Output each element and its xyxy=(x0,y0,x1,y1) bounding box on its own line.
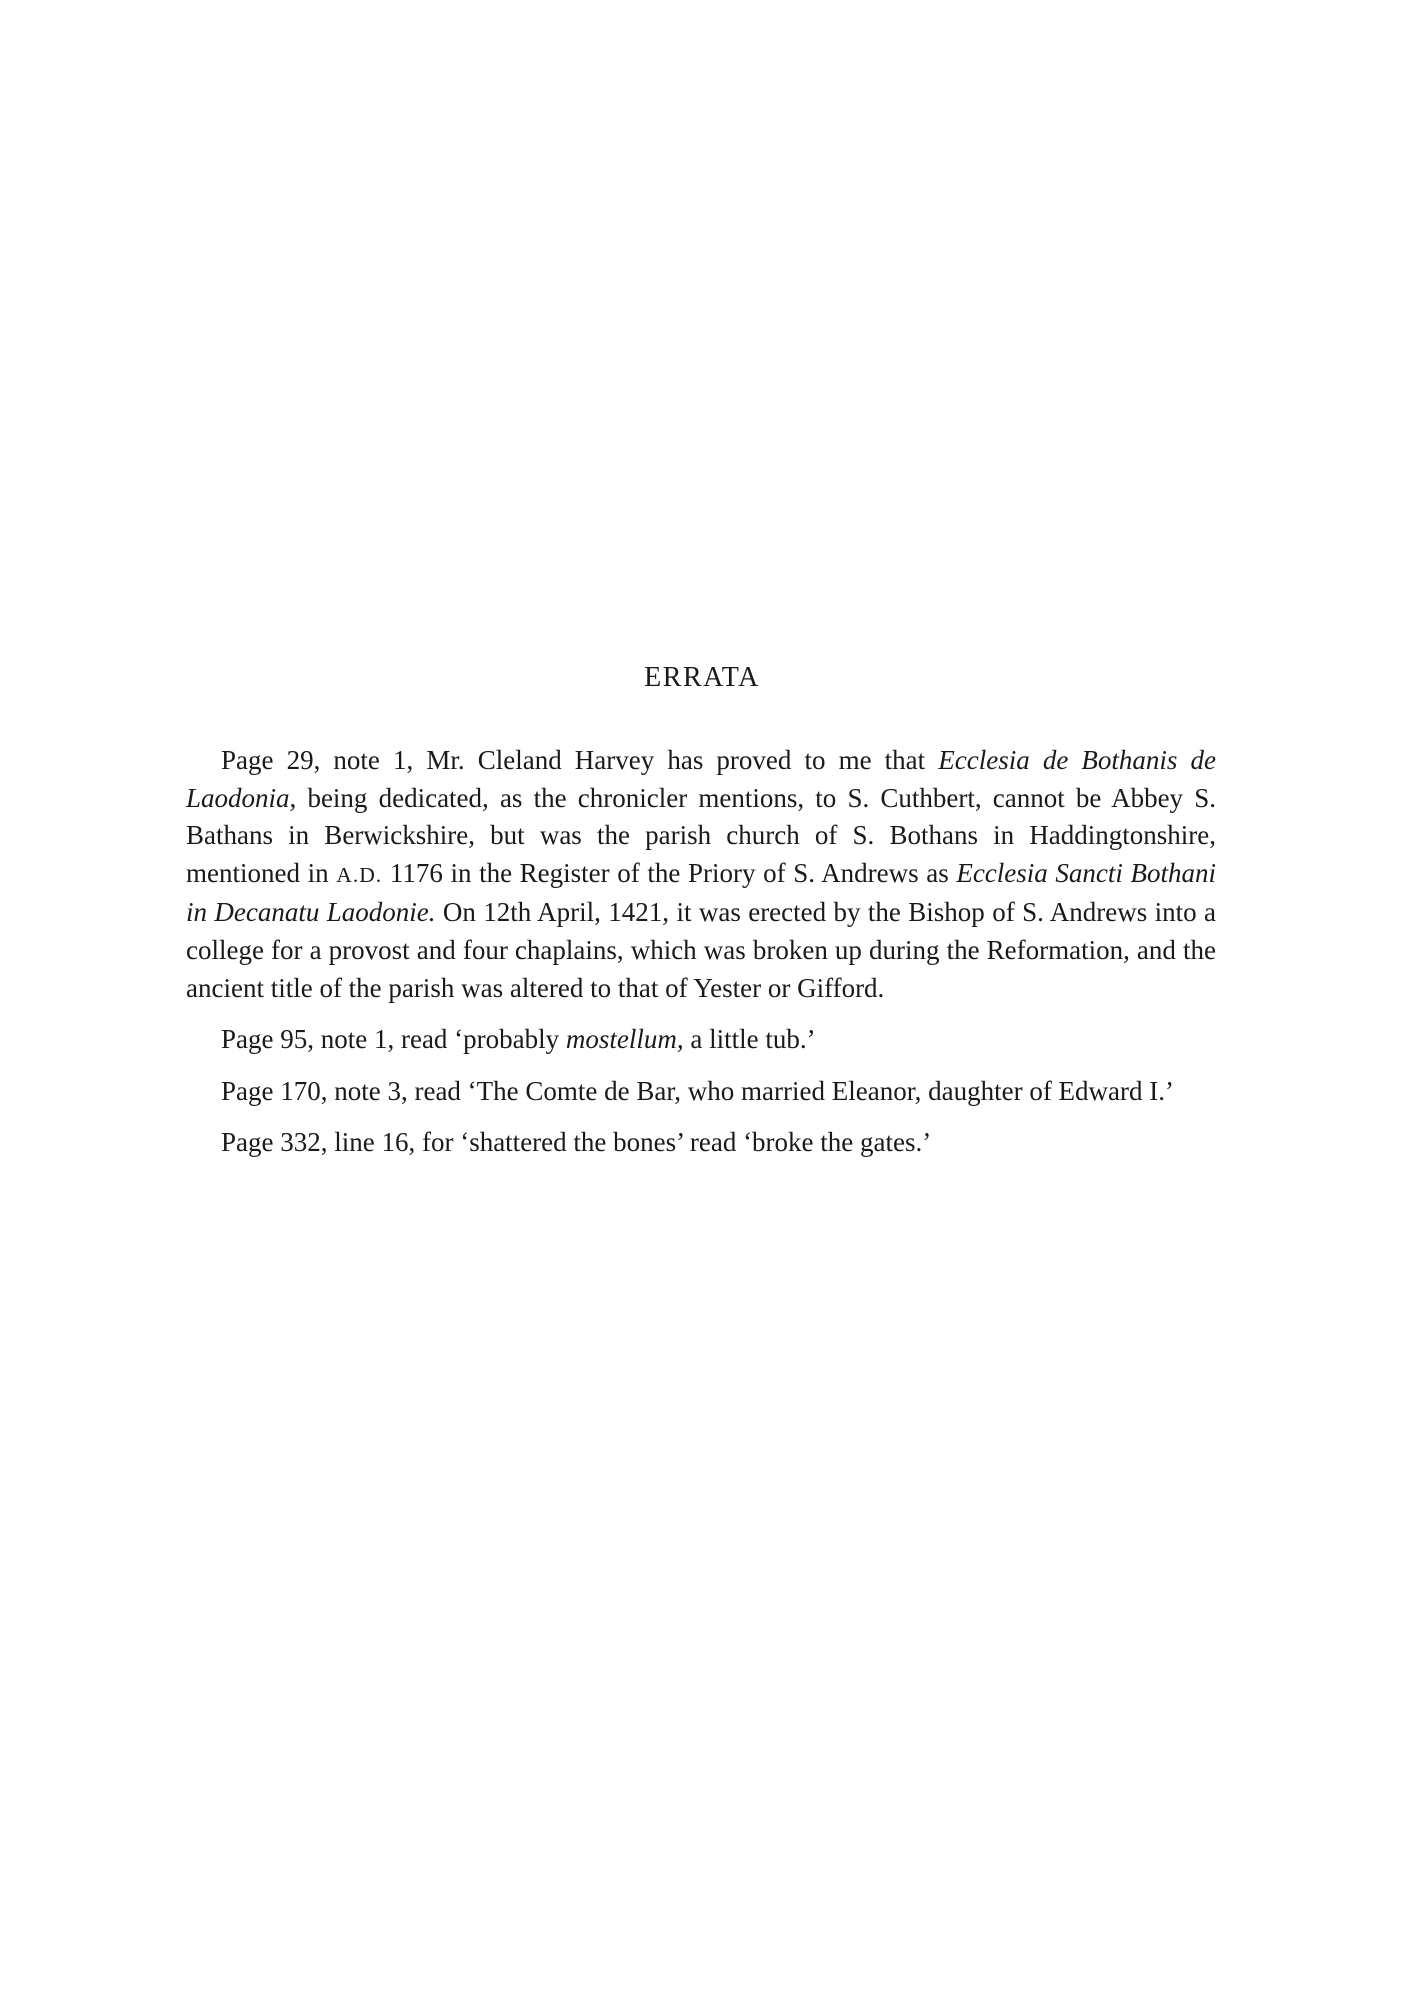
erratum-text: Page 170, note 3, read ‘The Comte de Bar, who married Eleanor, daughter of Edward I.’ xyxy=(221,1075,1175,1106)
erratum-text: Page 95, note 1, read ‘probably xyxy=(221,1024,566,1055)
latin-word: mostellum, xyxy=(565,1024,684,1055)
erratum-text: 1176 in the Register of the Priory of S. Andrews as xyxy=(382,857,957,888)
erratum-text: a little tub.’ xyxy=(683,1024,816,1055)
erratum-text: Page 29, note 1, Mr. Cleland Harvey has proved to me that xyxy=(221,745,939,775)
errata-list xyxy=(186,742,1216,1162)
erratum-text: On 12th April, 1421, it was erected by the Bishop of S. Andrews into a college for a provost and four chaplains, which was broken up during the Reformation, and the ancient title of the parish was altered to that of Yester or Gifford. xyxy=(186,897,1216,1003)
erratum-page-95 xyxy=(186,1021,1216,1059)
latin-title: Ecclesia de Bothanis de Laodonia, xyxy=(186,745,1216,813)
erratum-page-170 xyxy=(186,1073,1216,1111)
erratum-page-332 xyxy=(186,1124,1216,1162)
erratum-page-29 xyxy=(186,742,1216,1007)
era-abbreviation: A.D. xyxy=(336,862,383,887)
erratum-text: Page 332, line 16, for ‘shattered the bones’ read ‘broke the gates.’ xyxy=(221,1127,932,1158)
page-title: ERRATA xyxy=(644,662,760,693)
latin-title: Ecclesia Sancti Bothani in Decanatu Laodonie. xyxy=(186,857,1217,928)
erratum-text: being dedicated, as the chronicler mentions, to S. Cuthbert, cannot be Abbey S. Bathans in Berwickshire, but was the parish church of S. Bothans in Haddingtonshire, mentioned in xyxy=(186,782,1216,888)
